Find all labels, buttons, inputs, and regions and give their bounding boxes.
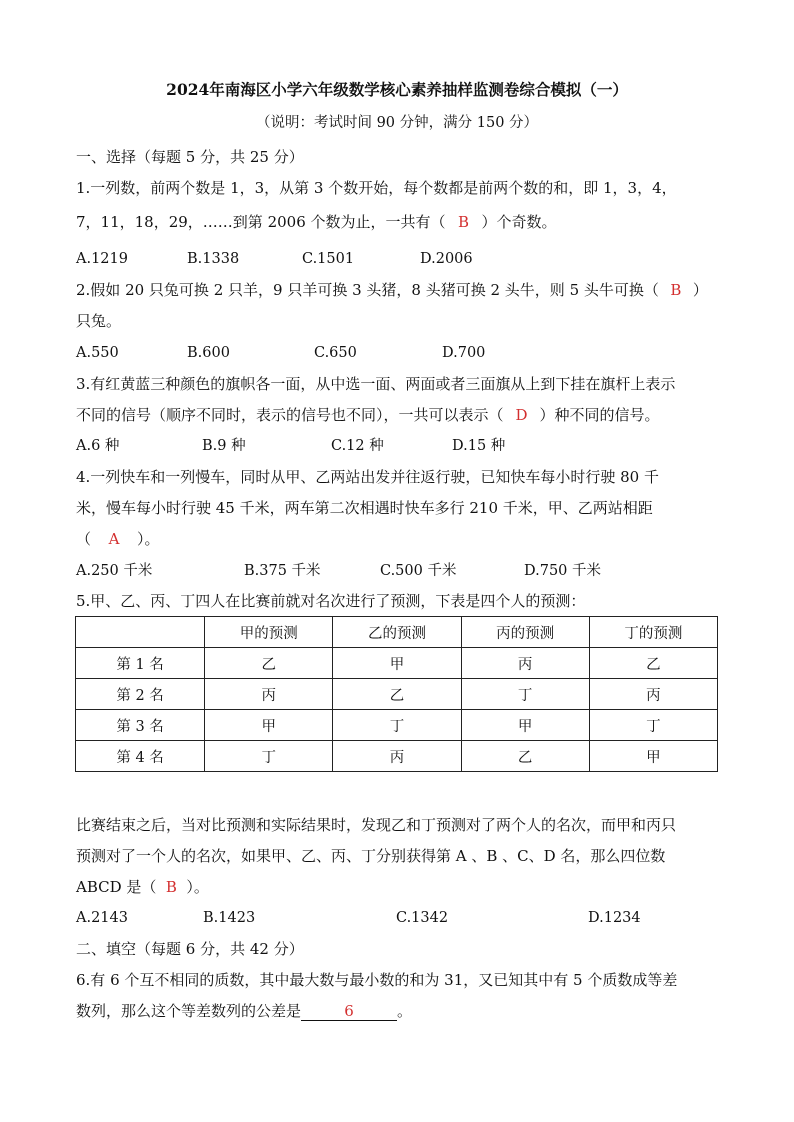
q6-text-post: 。 [397, 1002, 413, 1020]
table-header-cell: 甲的预测 [205, 617, 333, 648]
q6-text-line1: 6.有 6 个互不相同的质数，其中最大数与最小数的和为 31，又已知其中有 5 个质数成等差 [76, 971, 678, 989]
q2-option-d: D.700 [442, 345, 486, 361]
q4-text-pre: （ [76, 530, 92, 548]
q1-answer: B [458, 213, 470, 231]
table-cell: 第 2 名 [76, 679, 205, 710]
table-cell: 丙 [461, 648, 589, 679]
q5-intro: 5.甲、乙、丙、丁四人在比赛前就对名次进行了预测，下表是四个人的预测： [76, 592, 586, 610]
q6-text-line2 [76, 1001, 412, 1021]
q2-text-line2: 只兔。 [76, 312, 122, 330]
q3-text-line1: 3.有红黄蓝三种颜色的旗帜各一面，从中选一面、两面或者三面旗从上到下挂在旗杆上表示 [76, 375, 676, 393]
q5-text-line2: 预测对了一个人的名次，如果甲、乙、丙、丁分别获得第 A 、B 、C、D 名，那么四位数 [76, 847, 666, 865]
table-cell: 丁 [589, 710, 717, 741]
table-cell: 丙 [333, 741, 461, 772]
q4-option-d: D.750 千米 [524, 563, 602, 579]
q4-option-c: C.500 千米 [380, 563, 457, 579]
q3-option-a: A.6 种 [76, 438, 120, 454]
q4-option-a: A.250 千米 [76, 563, 153, 579]
q3-option-c: C.12 种 [331, 438, 384, 454]
q6-text-pre: 数列，那么这个等差数列的公差是 [76, 1002, 302, 1020]
q5-option-a: A.2143 [76, 910, 128, 926]
q5-option-d: D.1234 [588, 910, 641, 926]
q3-text-post: ）种不同的信号。 [539, 406, 660, 424]
q5-option-b: B.1423 [203, 910, 256, 926]
q1-option-b: B.1338 [187, 251, 240, 267]
q5-text-line3 [76, 877, 209, 897]
table-cell: 丁 [205, 741, 333, 772]
prediction-table [75, 616, 718, 772]
table-row [76, 710, 718, 741]
q5-option-c: C.1342 [396, 910, 449, 926]
q5-text-pre: ABCD 是（ [76, 878, 157, 896]
table-header-cell: 丙的预测 [461, 617, 589, 648]
q3-text-pre: 不同的信号（顺序不同时，表示的信号也不同），一共可以表示（ [76, 406, 504, 424]
q2-option-c: C.650 [314, 345, 357, 361]
table-cell: 丁 [333, 710, 461, 741]
q4-answer: A [108, 530, 120, 548]
q1-text-line1: 1.一列数，前两个数是 1，3，从第 3 个数开始，每个数都是前两个数的和，即 1，3，4， [76, 179, 677, 197]
table-cell: 甲 [333, 648, 461, 679]
table-row [76, 679, 718, 710]
table-header-row [76, 617, 718, 648]
page-title: 2024年南海区小学六年级数学核心素养抽样监测卷综合模拟（一） [166, 80, 628, 99]
q1-option-c: C.1501 [302, 251, 355, 267]
table-header-cell [76, 617, 205, 648]
q5-text-line1: 比赛结束之后，当对比预测和实际结果时，发现乙和丁预测对了两个人的名次，而甲和丙只 [76, 816, 677, 834]
q3-answer: D [515, 406, 528, 424]
q3-option-b: B.9 种 [202, 438, 246, 454]
table-cell: 丁 [461, 679, 589, 710]
section-heading-choice: 一、选择（每题 5 分，共 25 分） [76, 148, 304, 166]
q2-option-a: A.550 [76, 345, 119, 361]
table-cell: 第 3 名 [76, 710, 205, 741]
section-heading-fill: 二、填空（每题 6 分，共 42 分） [76, 940, 304, 958]
q1-text-post: ）个奇数。 [481, 213, 557, 231]
q6-answer-blank: 6 [301, 1002, 397, 1021]
q3-option-d: D.15 种 [452, 438, 506, 454]
q4-text-line1: 4.一列快车和一列慢车，同时从甲、乙两站出发并往返行驶，已知快车每小时行驶 80 千 [76, 468, 659, 486]
table-cell: 乙 [205, 648, 333, 679]
table-cell: 丙 [205, 679, 333, 710]
table-cell: 甲 [461, 710, 589, 741]
q2-text-close: ） [692, 281, 708, 299]
q2-option-b: B.600 [187, 345, 230, 361]
q3-text-line2 [76, 405, 660, 425]
q1-option-d: D.2006 [420, 251, 473, 267]
q5-text-post: ）。 [186, 878, 209, 896]
q4-text-line3 [76, 529, 160, 549]
table-cell: 乙 [589, 648, 717, 679]
q4-option-b: B.375 千米 [244, 563, 321, 579]
table-row [76, 648, 718, 679]
table-cell: 第 4 名 [76, 741, 205, 772]
table-header-cell: 乙的预测 [333, 617, 461, 648]
table-cell: 甲 [589, 741, 717, 772]
table-cell: 第 1 名 [76, 648, 205, 679]
q2-answer: B [670, 281, 682, 299]
q5-answer: B [165, 878, 177, 896]
table-cell: 丙 [589, 679, 717, 710]
table-header-cell: 丁的预测 [589, 617, 717, 648]
q1-text-pre: 7，11，18，29，……到第 2006 个数为止，一共有（ [76, 213, 446, 231]
table-row [76, 741, 718, 772]
table-cell: 乙 [461, 741, 589, 772]
exam-instructions: （说明：考试时间 90 分钟，满分 150 分） [255, 115, 539, 131]
q4-text-post: ）。 [137, 530, 160, 548]
table-cell: 乙 [333, 679, 461, 710]
q1-option-a: A.1219 [76, 251, 128, 267]
q2-text-pre: 2.假如 20 只兔可换 2 只羊，9 只羊可换 3 头猪，8 头猪可换 2 头牛，则 5 头牛可换（ [76, 281, 659, 299]
q4-text-line2: 米，慢车每小时行驶 45 千米，两车第二次相遇时快车多行 210 千米，甲、乙两站相距 [76, 499, 653, 517]
table-cell: 甲 [205, 710, 333, 741]
q1-text-line2 [76, 212, 557, 232]
q2-text-line1 [76, 280, 708, 300]
